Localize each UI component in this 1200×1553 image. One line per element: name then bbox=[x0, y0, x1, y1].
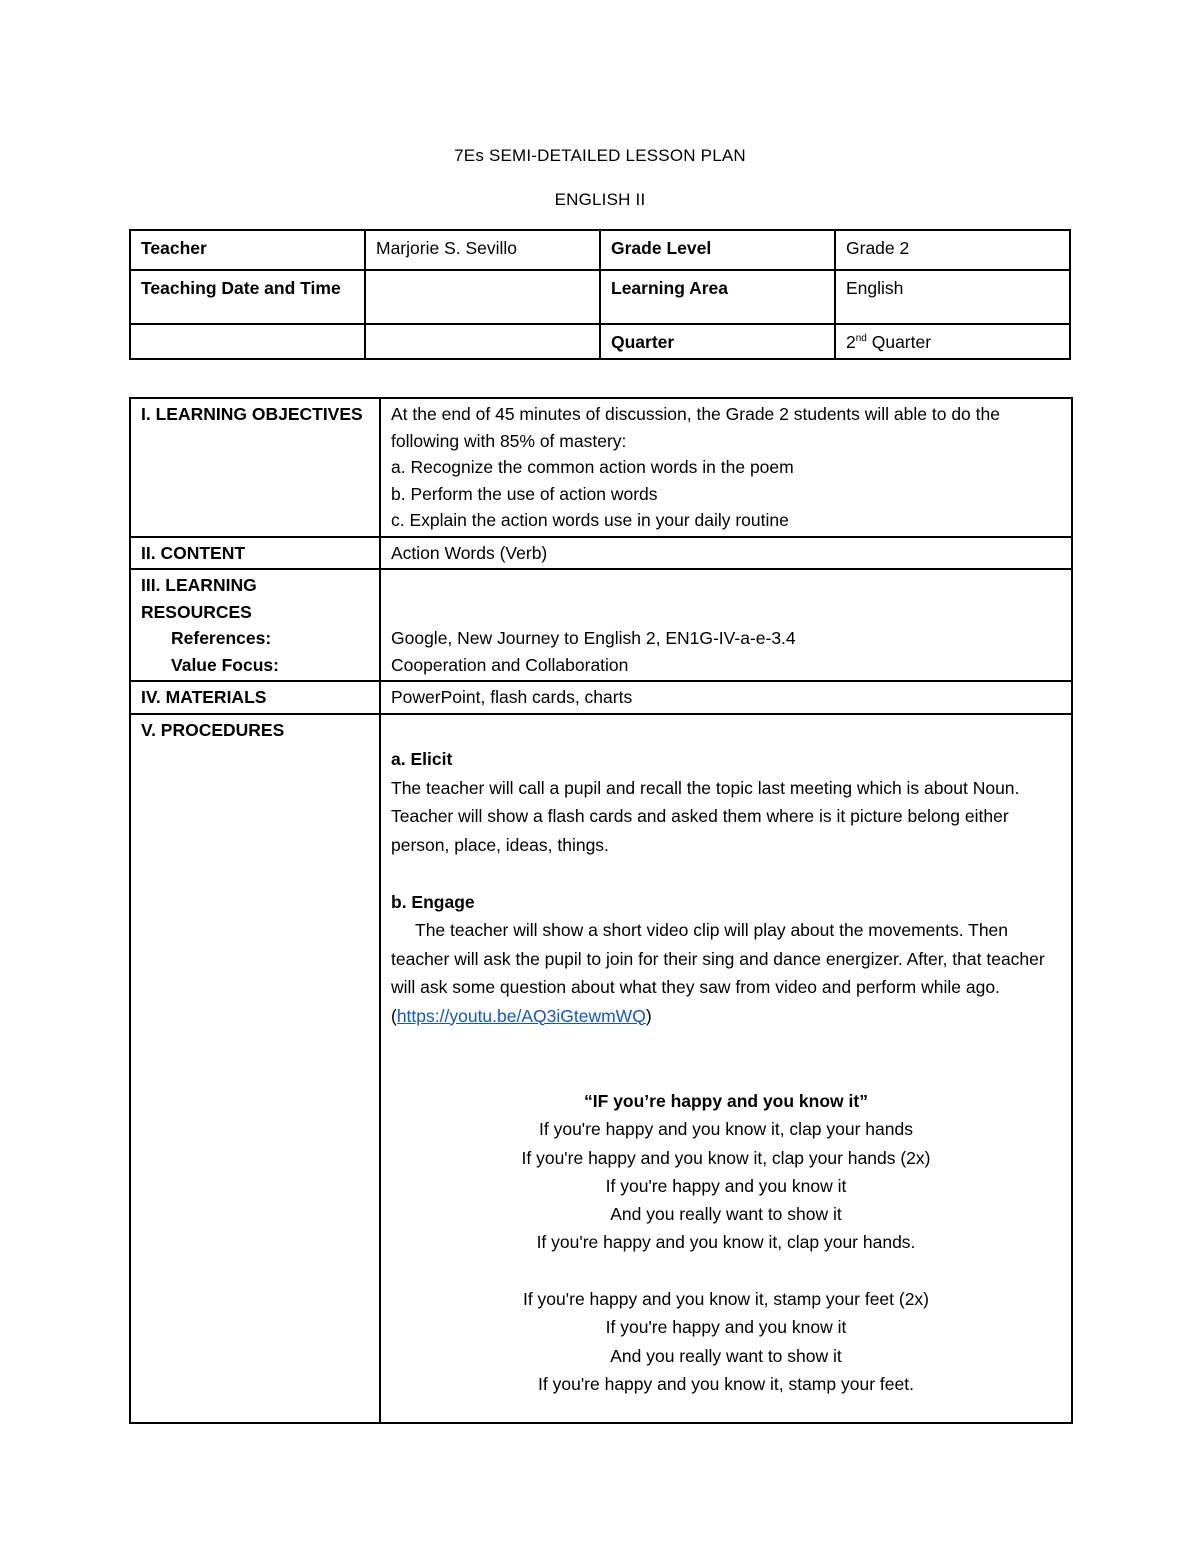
resources-values bbox=[380, 569, 1072, 681]
objective-item: c. Explain the action words use in your daily routine bbox=[391, 510, 789, 530]
objective-item: a. Recognize the common action words in the poem bbox=[391, 457, 794, 477]
objective-item: b. Perform the use of action words bbox=[391, 483, 658, 504]
procedures-cell bbox=[380, 714, 1072, 1423]
learning-area-value: English bbox=[835, 270, 1070, 324]
objectives-label: I. LEARNING OBJECTIVES bbox=[130, 398, 380, 537]
empty-cell bbox=[365, 324, 600, 359]
objectives-intro: At the end of 45 minutes of discussion, the Grade 2 students will able to do the following with 85% of mastery: bbox=[391, 404, 1000, 451]
teaching-date-value bbox=[365, 270, 600, 324]
document-title: 7Es SEMI-DETAILED LESSON PLAN bbox=[454, 146, 746, 165]
content-label: II. CONTENT bbox=[130, 537, 380, 570]
document-subject: ENGLISH II bbox=[554, 190, 646, 209]
teaching-date-label: Teaching Date and Time bbox=[130, 270, 365, 324]
song-line: If you're happy and you know it, stamp your feet (2x) bbox=[522, 1289, 930, 1310]
teacher-label: Teacher bbox=[130, 230, 365, 270]
procedures-label: V. PROCEDURES bbox=[130, 714, 380, 1423]
quarter-number: 2 bbox=[846, 332, 856, 352]
song-line: And you really want to show it bbox=[610, 1204, 842, 1225]
engage-paragraph bbox=[391, 916, 1061, 1030]
quarter-suffix: nd bbox=[855, 333, 867, 345]
song-line: And you really want to show it bbox=[610, 1345, 842, 1366]
references-value: Google, New Journey to English 2, EN1G-IV-a-e-3.4 bbox=[391, 628, 796, 648]
grade-level-label: Grade Level bbox=[600, 230, 835, 270]
song-line: If you're happy and you know it bbox=[605, 1175, 847, 1196]
song-line: If you're happy and you know it, clap your hands bbox=[539, 1119, 913, 1140]
song-line: If you're happy and you know it bbox=[605, 1317, 847, 1338]
engage-title: b. Engage bbox=[391, 891, 475, 912]
materials-label: IV. MATERIALS bbox=[130, 681, 380, 714]
quarter-word: Quarter bbox=[866, 332, 932, 352]
content-value: Action Words (Verb) bbox=[380, 537, 1072, 570]
objectives-cell bbox=[380, 398, 1072, 537]
lesson-plan-table bbox=[129, 397, 1073, 1424]
materials-value: PowerPoint, flash cards, charts bbox=[380, 681, 1072, 714]
quarter-label: Quarter bbox=[600, 324, 835, 359]
song-line: If you're happy and you know it, clap your hands (2x) bbox=[521, 1147, 931, 1168]
engage-text: The teacher will show a short video clip will play about the movements. Then teacher will ask the pupil to join for their sing and dance energizer. After, that teacher will ask some question about what they saw from video and perform while ago. ( bbox=[391, 920, 1045, 1026]
elicit-title: a. Elicit bbox=[391, 749, 453, 769]
elicit-text: The teacher will call a pupil and recall the topic last meeting which is about Noun. Teacher will show a flash cards and asked them where is it picture belong either person, place, ideas, things. bbox=[391, 777, 1020, 855]
song-line: If you're happy and you know it, clap your hands. bbox=[536, 1232, 916, 1253]
video-link[interactable]: https://youtu.be/AQ3iGtewmWQ bbox=[396, 1005, 646, 1026]
learning-area-label: Learning Area bbox=[600, 270, 835, 324]
grade-level-value: Grade 2 bbox=[835, 230, 1070, 270]
song-line: If you're happy and you know it, stamp your feet. bbox=[538, 1373, 914, 1394]
quarter-value bbox=[835, 324, 1070, 359]
value-focus-label: Value Focus: bbox=[171, 654, 279, 675]
info-table bbox=[129, 229, 1071, 360]
teacher-value: Marjorie S. Sevillo bbox=[365, 230, 600, 270]
empty-cell bbox=[130, 324, 365, 359]
resources-cell bbox=[130, 569, 380, 681]
resources-label: III. LEARNING RESOURCES bbox=[141, 575, 257, 622]
engage-close: ) bbox=[645, 1005, 652, 1026]
value-focus-value: Cooperation and Collaboration bbox=[391, 654, 629, 675]
song-title: “IF you’re happy and you know it” bbox=[584, 1091, 868, 1111]
references-label: References: bbox=[171, 628, 272, 648]
